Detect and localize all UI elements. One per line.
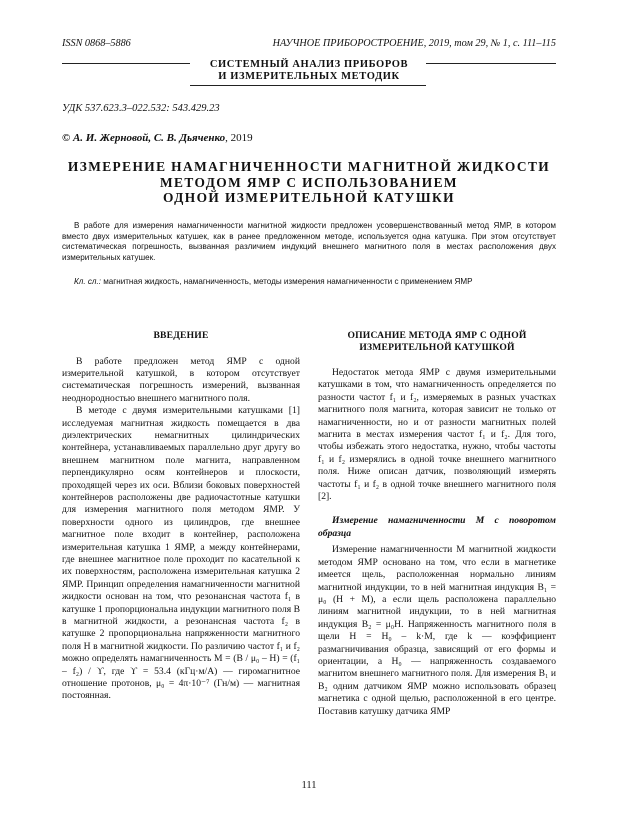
issn: ISSN 0868–5886 [62,38,131,49]
title-line-2: МЕТОДОМ ЯМР С ИСПОЛЬЗОВАНИЕМ [160,174,458,190]
keywords-text: магнитная жидкость, намагниченность, методы измерения намагниченности с применением ЯМР [100,277,473,286]
title-line-3: ОДНОЙ ИЗМЕРИТЕЛЬНОЙ КАТУШКИ [163,190,455,205]
udk-code: УДК 537.623.3–022.532: 543.429.23 [62,103,220,114]
method-paragraph-2: Измерение намагниченности M магнитной жидкости методом ЯМР основано на том, что если в магнетике имеется щель, расположенная нормально линиям магнитной индукции, то в ней магнитная индукция B₁ = μ₀ (H + M), а если щель расположена параллельно линиям магнитной индукции, то в ней магнитная индукция B₂ = μ₀H. Напряженность магнитного поля в щели H = H₀ – k·M, где k — коэффициент размагничивания образца, зависящий от его формы и ориентации, а H₀ — напряженность создаваемого магнитом внешнего магнитного поля. Для измерения B₁ и B₂ одним датчиком ЯМР можно использовать образец магнетика с одной щелью, расположенной в его центре. Поставив катушку датчика ЯМР [318,544,556,717]
publication-year: , 2019 [225,132,253,144]
rubric-underline [190,85,426,86]
right-column [318,330,556,718]
method-paragraph-1: Недостаток метода ЯМР с двумя измерительными катушками в том, что намагниченность определяется по разности частот f₁ и f₂, измеряемых в разных участках магнитного поля магнита, которая зависит не только от намагниченности, но и от разности магнитных полей магнита в местах измерения частот f₁ и f₂. Для того, чтобы избежать этого недостатка, нужно, чтобы частоты f₁ и f₂ измерялись в одной точке внешнего магнитного поля. Ниже описан датчик, позволяющий измерять частоты f₁ и f₂ в одной точке внешнего магнитного поля [2]. [318,367,556,503]
page-number: 111 [301,780,317,791]
left-column [62,330,300,703]
method-heading-line-1: ОПИСАНИЕ МЕТОДА ЯМР С ОДНОЙ [347,330,527,341]
intro-paragraph-1: В работе предложен метод ЯМР с одной измерительной катушкой, в котором отсутствует систематическая погрешность измерений, вызванная неоднородностью внешнего магнитного поля. [62,355,300,404]
rubric-line-1: СИСТЕМНЫЙ АНАЛИЗ ПРИБОРОВ [209,59,409,70]
rubric-line-2: И ИЗМЕРИТЕЛЬНЫХ МЕТОДИК [218,71,400,82]
method-heading-line-2: ИЗМЕРИТЕЛЬНОЙ КАТУШКОЙ [359,341,515,353]
keywords-label: Кл. сл.: [74,277,101,286]
article-title [0,159,618,206]
abstract: В работе для измерения намагниченности магнитной жидкости предложен усовершенствованный метод ЯМР, в котором вместо двух измерительных катушек, как в ранее предложенном методе, используется одна катушка. При этом отсутствует систематическая погрешность, вызванная различием индукций внешнего магнитного поля в местах расположения двух измерительных катушек. [62,221,556,262]
copyright-sign: © [62,132,71,144]
authors-line [62,132,253,144]
intro-heading: ВВЕДЕНИЕ [153,330,209,341]
keywords [62,277,556,288]
method-heading [318,330,556,353]
journal-citation: НАУЧНОЕ ПРИБОРОСТРОЕНИЕ, 2019, том 29, № 1, c. 111–115 [272,38,556,49]
title-line-1: ИЗМЕРЕНИЕ НАМАГНИЧЕННОСТИ МАГНИТНОЙ ЖИДКОСТИ [67,159,551,174]
method-subheading: Измерение намагниченности M с поворотом образца [318,515,556,539]
rubric [0,59,618,83]
author-names: А. И. Жерновой, С. В. Дьяченко [72,132,226,144]
intro-paragraph-2: В методе с двумя измерительными катушками [1] исследуемая магнитная жидкость помещается в два диэлектрических немагнитных цилиндрических контейнера, устанавливаемых параллельно друг другу во внешнем магнитном поле магнита, направленном перпендикулярно осям контейнеров и плоскости, проходящей через их оси. Вблизи боковых поверхностей контейнеров расположены две радиочастотные катушки для измерения магнитного поля методом ЯМР. У поверхности одного из цилиндров, где внешнее магнитное поле входит в контейнер, расположена измерительная катушка 1 ЯМР, а между контейнерами, где внешнее магнитное поле проходит по касательной к их поверхностям, расположена измерительная катушка 2 ЯМР. Принцип определения намагниченности магнитной жидкости основан на том, что резонансная частота f₁ в катушке 1 пропорциональна индукции магнитного поля B в магнитной жидкости, а резонансная частота f₂ в катушке 2 пропорциональна напряженности магнитного поля H в магнитной жидкости. По различию частот f₁ и f₂ можно определять намагниченность M = (B / μ₀ – H) = (f₁ – f₂) / ϒ, где ϒ = 53.4 (кГц·м/А) — гиромагнитное отношение протонов, μ₀ = 4π·10⁻⁷ (Гн/м) — магнитная постоянная. [62,405,300,702]
